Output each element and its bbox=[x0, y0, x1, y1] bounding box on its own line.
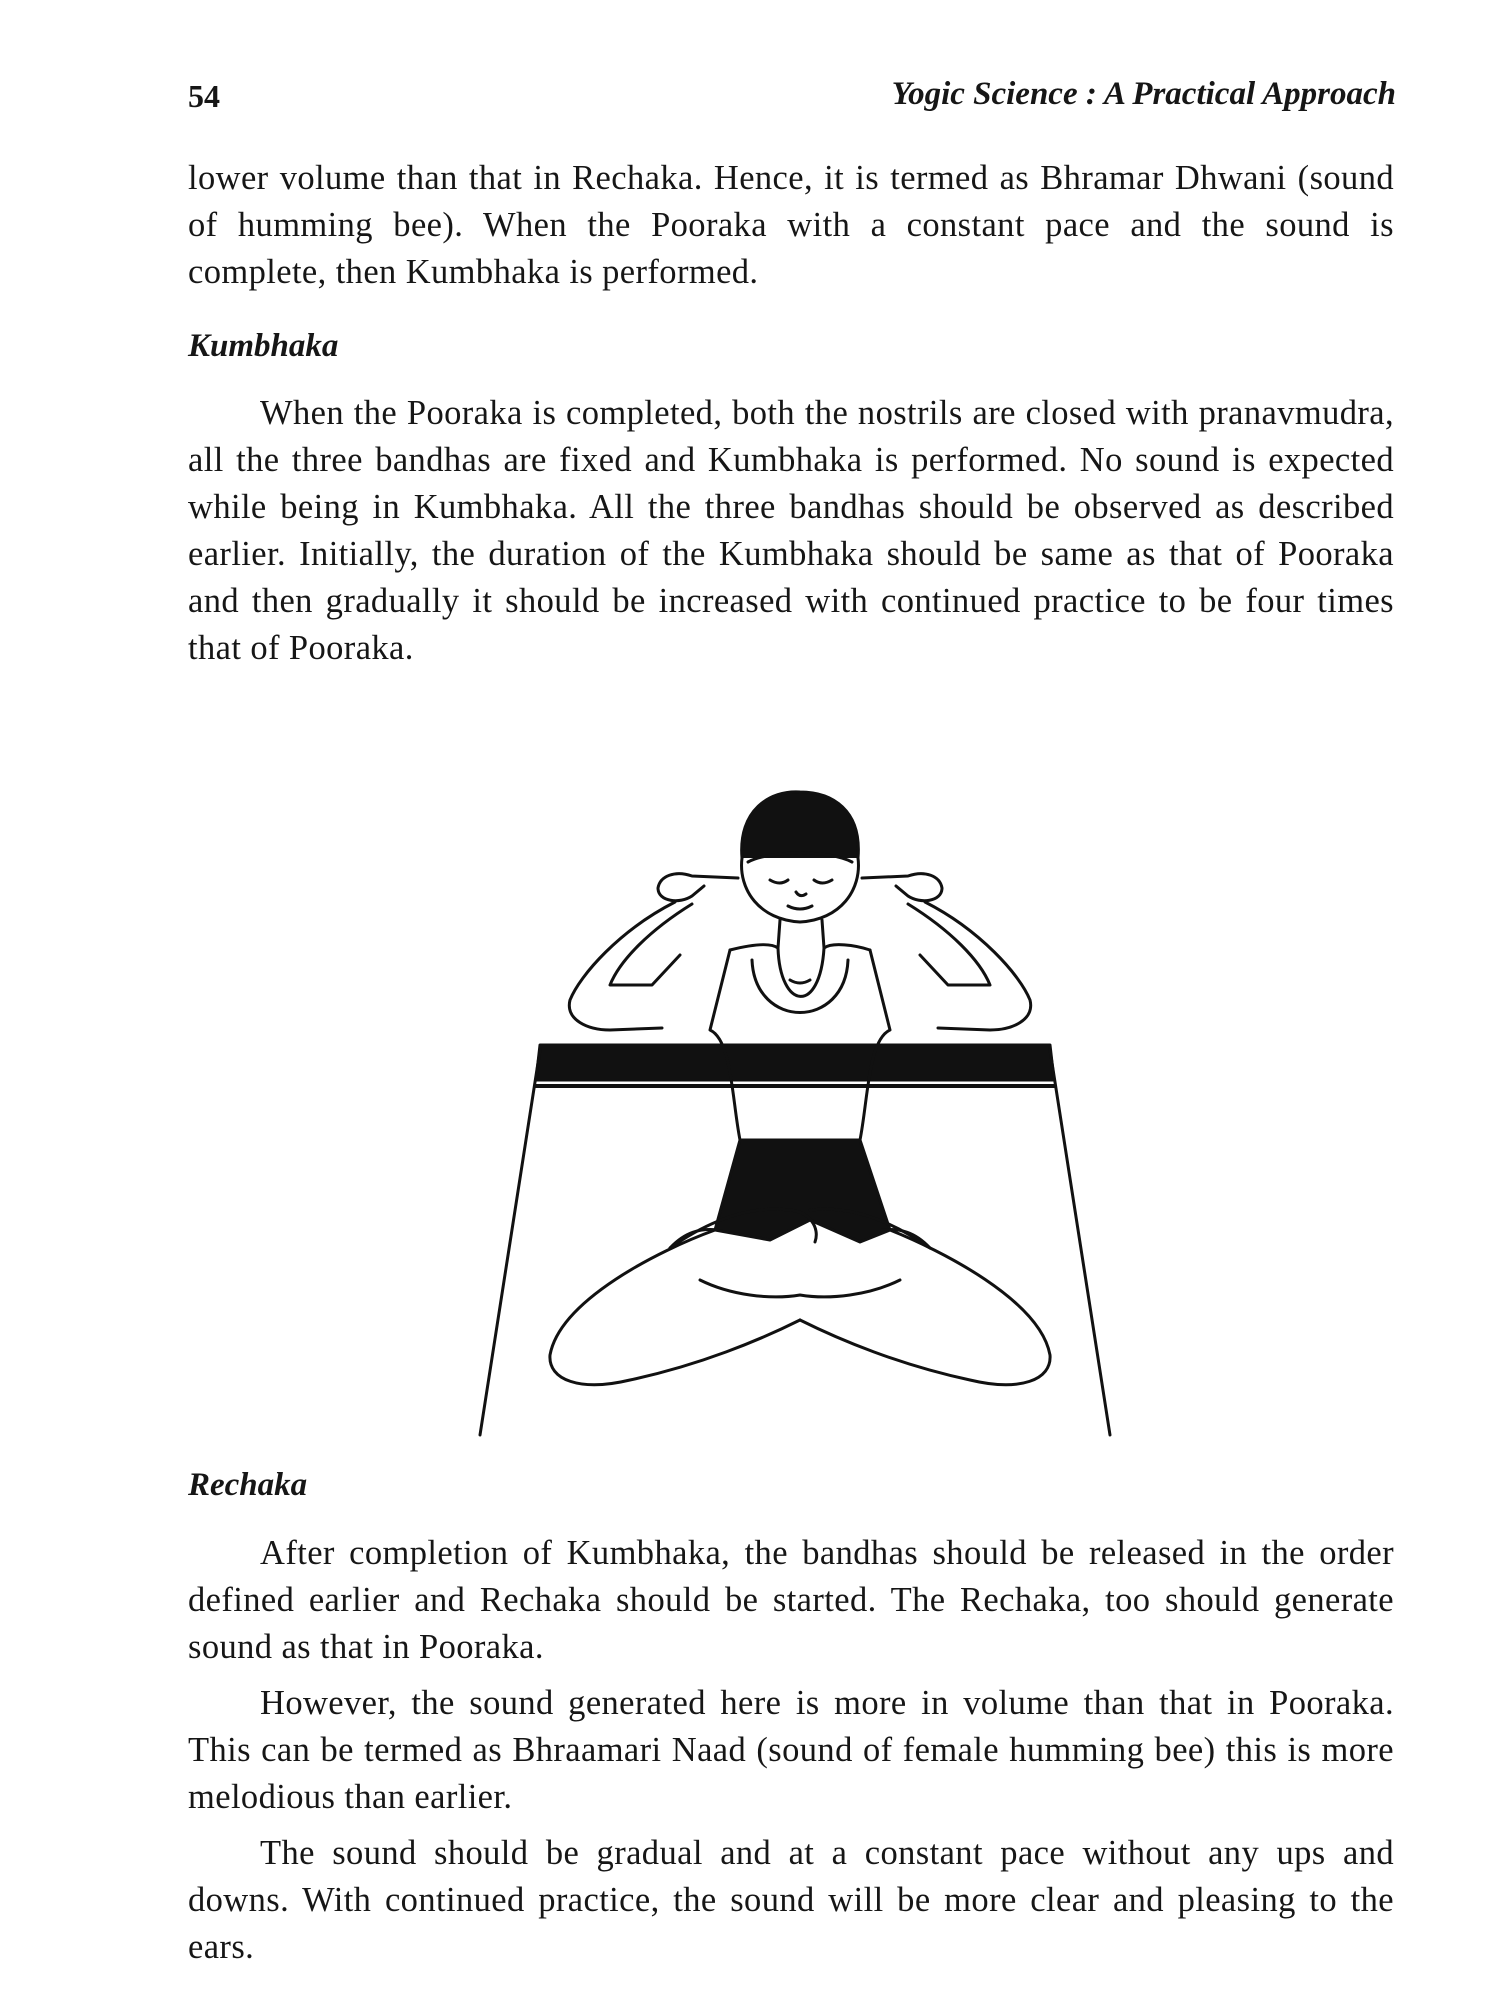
page-number: 54 bbox=[188, 78, 220, 114]
yoga-figure-illustration bbox=[470, 780, 1130, 1440]
paragraph-rechaka-1: After completion of Kumbhaka, the bandhas should be released in the order defined earlier and Rechaka should be started. The Rechaka, too should generate sound as that in Pooraka. bbox=[188, 1534, 1394, 1666]
person-seated-lotus-icon bbox=[470, 780, 1130, 1440]
running-head: Yogic Science : A Practical Approach bbox=[891, 76, 1396, 112]
paragraph-intro: lower volume than that in Rechaka. Hence, it is termed as Bhramar Dhwani (sound of humming bee). When the Pooraka with a constant pace and the sound is complete, then Kumbhaka is performed. bbox=[188, 159, 1394, 291]
paragraph-rechaka-3: The sound should be gradual and at a constant pace without any ups and downs. With continued practice, the sound will be more clear and pleasing to the ears. bbox=[188, 1834, 1394, 1966]
paragraph-kumbhaka: When the Pooraka is completed, both the nostrils are closed with pranavmudra, all the three bandhas are fixed and Kumbhaka is performed. No sound is expected while being in Kumbhaka. All the three bandhas should be observed as described earlier. Initially, the duration of the Kumbhaka should be same as that of Pooraka and then gradually it should be increased with continued practice to be four times that of Pooraka. bbox=[188, 394, 1394, 667]
mat-top-band bbox=[536, 1045, 1054, 1080]
section-heading-rechaka: Rechaka bbox=[188, 1467, 308, 1503]
section-heading-kumbhaka: Kumbhaka bbox=[188, 328, 339, 364]
paragraph-rechaka-2: However, the sound generated here is more in volume than that in Pooraka. This can be termed as Bhraamari Naad (sound of female humming bee) this is more melodious than earlier. bbox=[188, 1684, 1394, 1816]
